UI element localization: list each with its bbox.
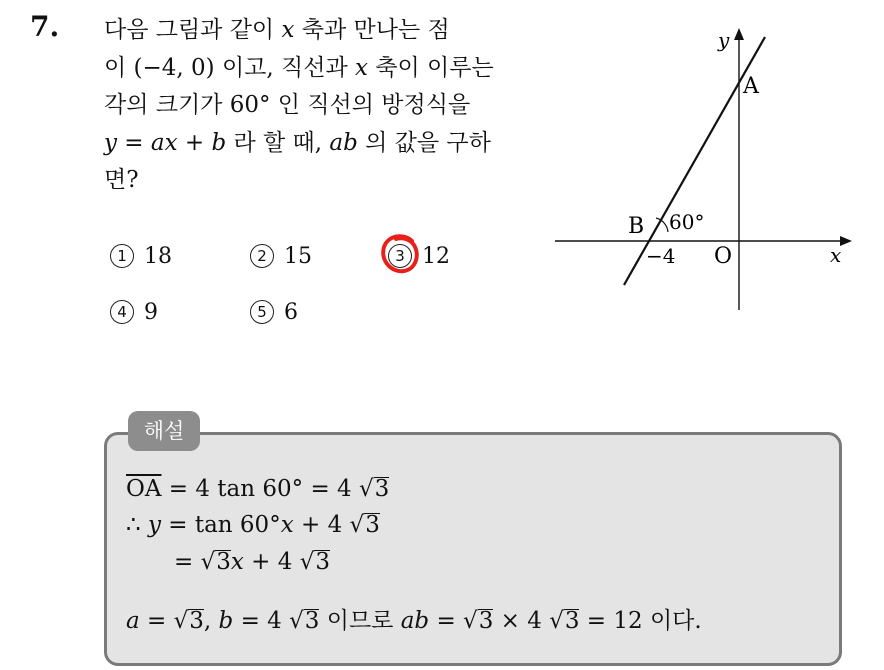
question-number: 7. [30, 10, 60, 43]
question-line-1: 다음 그림과 같이 x 축과 만나는 점 [104, 17, 450, 43]
angle-label: 60° [669, 210, 705, 234]
question-line-3: 각의 크기가 60° 인 직선의 방정식을 [104, 92, 471, 118]
y-axis-arrow-icon [734, 28, 744, 40]
question-line-4: y = ax + b 라 할 때, ab 의 값을 구하 [104, 129, 491, 156]
x-intercept-label: −4 [646, 244, 676, 268]
origin-label: O [714, 244, 733, 269]
choice-1[interactable]: 1 18 [110, 244, 172, 269]
choice-number-icon: 5 [250, 300, 274, 324]
point-b-label: B [628, 214, 645, 239]
solution-tag: 해설 [128, 411, 200, 451]
choice-4[interactable]: 4 9 [110, 300, 158, 325]
choice-5[interactable]: 5 6 [250, 300, 298, 325]
y-axis-label: y [718, 28, 730, 52]
choice-number-icon: 2 [250, 244, 274, 268]
question-line-5: 면? [104, 167, 139, 193]
choice-number-icon: 3 [388, 244, 412, 268]
point-a-label: A [743, 74, 759, 99]
choice-3[interactable]: 3 12 [388, 244, 450, 269]
solution-line-1: $\overline{OA} = 4$ tan 60° = 4 √3 [126, 476, 390, 502]
choice-number-icon: 1 [110, 244, 134, 268]
line-graph [550, 20, 860, 315]
choice-2[interactable]: 2 15 [250, 244, 312, 269]
question-line-2: 이 (−4, 0) 이고, 직선과 x 축이 이루는 [104, 54, 494, 81]
answer-selection-ring-icon [380, 233, 420, 275]
choice-number-icon: 4 [110, 300, 134, 324]
solution-line-3: = √3x + 4 √3 [174, 549, 331, 575]
question-text [104, 12, 534, 200]
x-axis-arrow-icon [840, 236, 852, 246]
solution-line-4: a = √3, b = 4 √3 이므로 ab = √3 × 4 √3 = 12 이다. [126, 608, 702, 634]
solution-line-2: ∴ y = tan 60°x + 4 √3 [126, 512, 380, 538]
x-axis-label: x [830, 243, 842, 267]
